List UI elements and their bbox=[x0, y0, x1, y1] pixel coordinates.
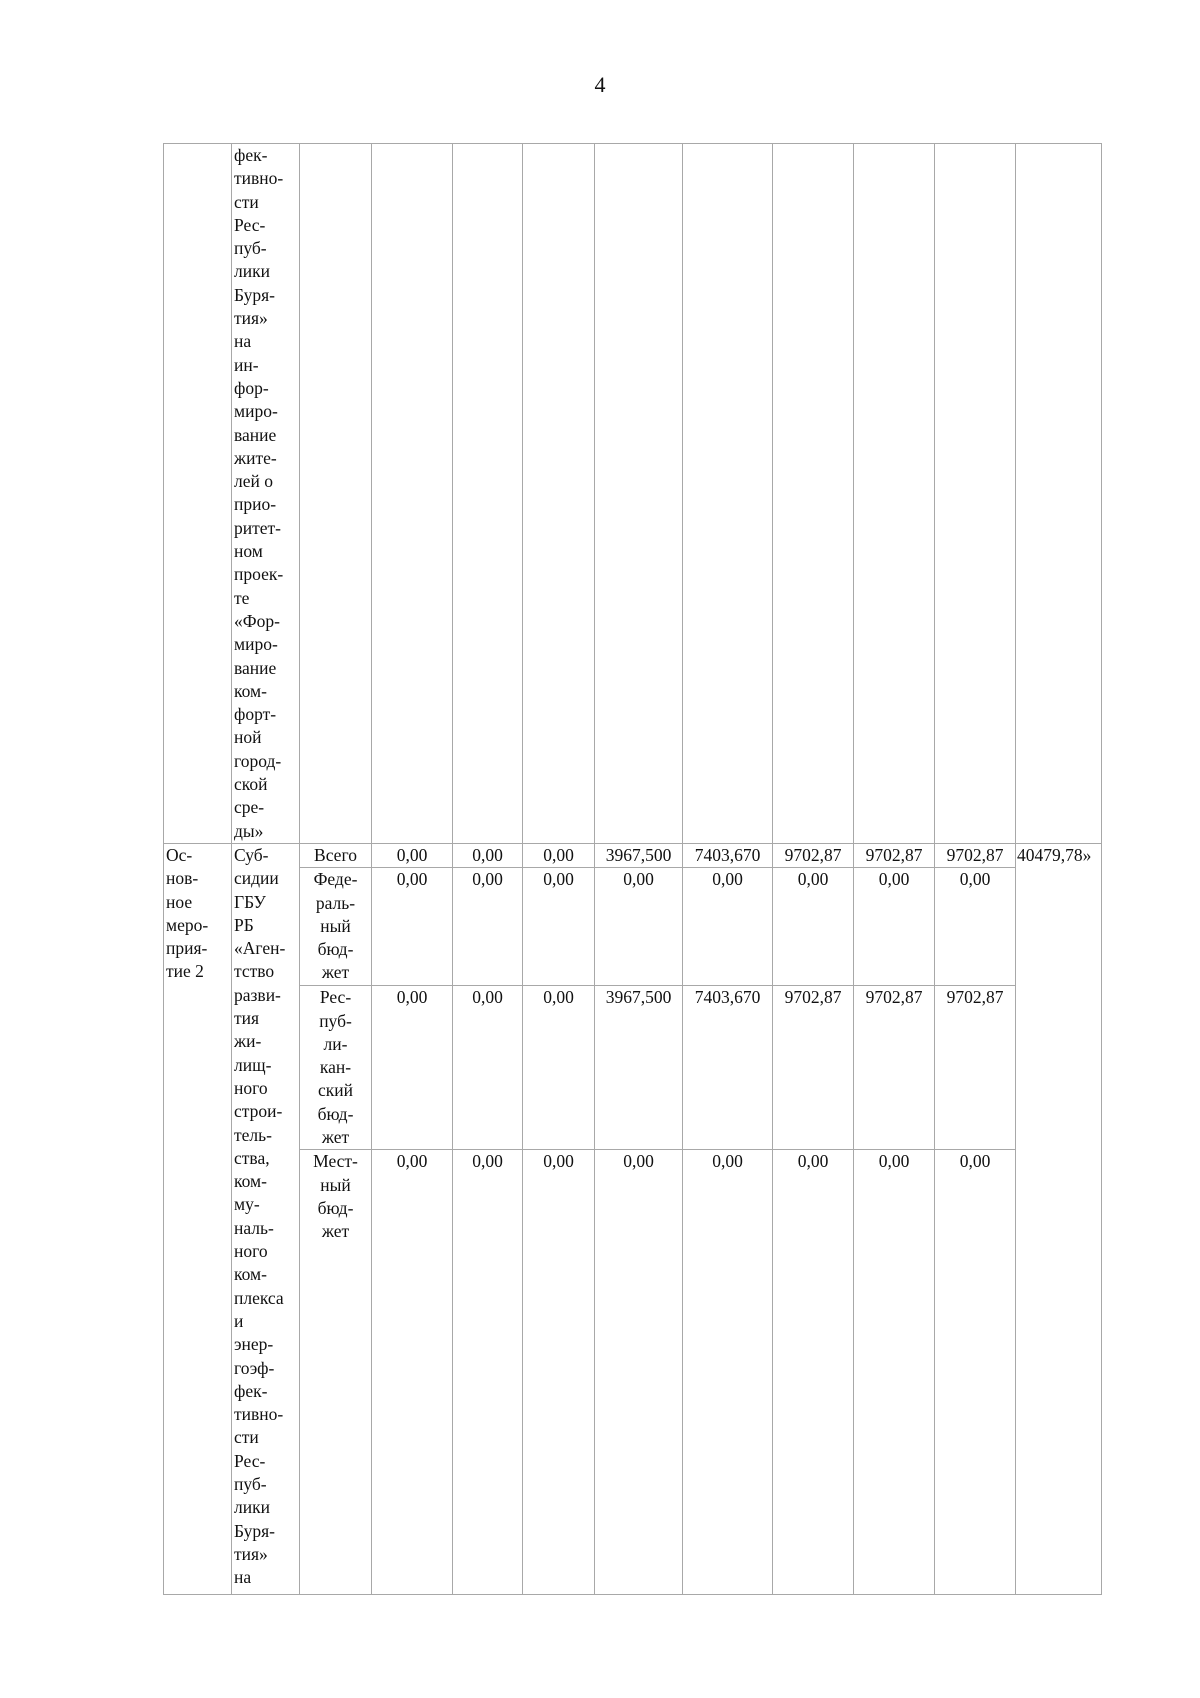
value-cell bbox=[683, 144, 773, 844]
value-cell: 0,00 bbox=[372, 868, 453, 986]
text-line: ской bbox=[234, 774, 268, 795]
text-line: сти bbox=[234, 191, 259, 212]
value-cell: 0,00 bbox=[453, 868, 523, 986]
text-line: вание bbox=[234, 424, 277, 445]
text-line: Рес- bbox=[234, 214, 266, 235]
text-line: город- bbox=[234, 750, 282, 771]
text-line: тия bbox=[234, 1008, 260, 1029]
funding-row-local bbox=[164, 1150, 1102, 1595]
text-line: Феде- bbox=[313, 869, 358, 890]
value-cell: 9702,87 bbox=[935, 844, 1016, 868]
value-cell bbox=[773, 144, 854, 844]
text-line: жет bbox=[321, 1221, 350, 1242]
text-line: наль- bbox=[234, 1217, 274, 1238]
funding-row-republican bbox=[164, 986, 1102, 1150]
text-line: лики bbox=[234, 261, 270, 282]
continued-description bbox=[234, 144, 297, 843]
text-line: миро- bbox=[234, 401, 278, 422]
value-cell bbox=[523, 144, 595, 844]
measure-description bbox=[234, 844, 297, 1590]
text-line: бюд- bbox=[317, 939, 354, 960]
source-label bbox=[302, 868, 369, 984]
value-cell bbox=[854, 144, 935, 844]
value-cell: 0,00 bbox=[773, 1150, 854, 1595]
value-cell: 0,00 bbox=[372, 1150, 453, 1595]
text-line: бюд- bbox=[317, 1197, 354, 1218]
source-label bbox=[302, 1150, 369, 1243]
text-line: прио- bbox=[234, 494, 277, 515]
value-cell: 0,00 bbox=[935, 1150, 1016, 1595]
text-line: жет bbox=[321, 962, 350, 983]
text-line: ном bbox=[234, 541, 263, 562]
value-cell: 7403,670 bbox=[683, 844, 773, 868]
text-line: форт- bbox=[234, 704, 277, 725]
value-cell: 0,00 bbox=[372, 986, 453, 1150]
continuation-row bbox=[164, 144, 1102, 844]
value-cell: 0,00 bbox=[523, 986, 595, 1150]
value-cell: 0,00 bbox=[854, 868, 935, 986]
text-line: тивно- bbox=[234, 1404, 284, 1425]
value-cell: 0,00 bbox=[854, 1150, 935, 1595]
text-line: ком- bbox=[234, 1264, 267, 1285]
text-line: те bbox=[234, 587, 250, 608]
measure-label bbox=[166, 844, 229, 984]
text-line: Буря- bbox=[234, 1520, 275, 1541]
value-cell: 0,00 bbox=[935, 868, 1016, 986]
text-line: и bbox=[234, 1310, 244, 1331]
text-line: Рес- bbox=[234, 1450, 266, 1471]
text-line: сре- bbox=[234, 797, 265, 818]
text-line: му- bbox=[234, 1194, 260, 1215]
text-line: ин- bbox=[234, 354, 259, 375]
measure-description-cell bbox=[232, 844, 300, 1595]
text-line: тивно- bbox=[234, 168, 284, 189]
value-cell: 0,00 bbox=[453, 986, 523, 1150]
value-cell: 3967,500 bbox=[595, 986, 683, 1150]
value-cell bbox=[935, 144, 1016, 844]
value-cell: 0,00 bbox=[595, 868, 683, 986]
measure-label-cell bbox=[164, 144, 232, 844]
source-cell bbox=[300, 986, 372, 1150]
text-line: плекса bbox=[234, 1287, 284, 1308]
text-line: пуб- bbox=[234, 238, 267, 259]
value-cell bbox=[453, 144, 523, 844]
text-line: бюд- bbox=[317, 1103, 354, 1124]
text-line: жи- bbox=[234, 1031, 262, 1052]
text-line: «Фор- bbox=[234, 610, 280, 631]
text-line: проек- bbox=[234, 564, 284, 585]
text-line: меро- bbox=[166, 914, 209, 935]
text-line: на bbox=[234, 1567, 252, 1588]
value-cell: 0,00 bbox=[372, 844, 453, 868]
text-line: сидии bbox=[234, 868, 279, 889]
text-line: Ос- bbox=[166, 845, 193, 865]
value-cell: 9702,87 bbox=[935, 986, 1016, 1150]
value-cell: 0,00 bbox=[523, 868, 595, 986]
measure-label-cell bbox=[164, 844, 232, 1595]
value-cell: 9702,87 bbox=[773, 844, 854, 868]
source-cell bbox=[300, 1150, 372, 1595]
text-line: тия» bbox=[234, 308, 268, 329]
source-label bbox=[302, 844, 369, 867]
funding-row-total bbox=[164, 844, 1102, 868]
text-line: фек- bbox=[234, 1380, 268, 1401]
value-cell bbox=[1016, 144, 1102, 844]
text-line: жите- bbox=[234, 447, 277, 468]
text-line: ГБУ bbox=[234, 891, 266, 912]
text-line: Всего bbox=[314, 845, 357, 865]
source-cell bbox=[300, 844, 372, 868]
text-line: РБ bbox=[234, 914, 254, 935]
text-line: ритет- bbox=[234, 517, 282, 538]
text-line: на bbox=[234, 331, 252, 352]
value-cell: 9702,87 bbox=[773, 986, 854, 1150]
value-cell: 0,00 bbox=[773, 868, 854, 986]
page-number: 4 bbox=[594, 72, 606, 97]
value-cell: 9702,87 bbox=[854, 844, 935, 868]
source-cell bbox=[300, 144, 372, 844]
text-line: ком- bbox=[234, 680, 267, 701]
text-line: разви- bbox=[234, 984, 281, 1005]
text-line: ды» bbox=[234, 820, 264, 841]
text-line: ного bbox=[234, 1077, 268, 1098]
value-cell: 0,00 bbox=[453, 844, 523, 868]
text-line: нов- bbox=[166, 868, 199, 889]
text-line: ства, bbox=[234, 1147, 270, 1168]
text-line: фек- bbox=[234, 145, 268, 165]
text-line: пуб- bbox=[319, 1010, 352, 1031]
text-line: сти bbox=[234, 1427, 259, 1448]
text-line: Рес- bbox=[319, 987, 352, 1008]
text-line: гоэф- bbox=[234, 1357, 275, 1378]
value-cell: 0,00 bbox=[595, 1150, 683, 1595]
value-cell: 0,00 bbox=[683, 1150, 773, 1595]
text-line: ный bbox=[320, 1174, 351, 1195]
continued-description-cell bbox=[232, 144, 300, 844]
value-cell: 3967,500 bbox=[595, 844, 683, 868]
text-line: тия» bbox=[234, 1543, 268, 1564]
value-cell bbox=[372, 144, 453, 844]
text-line: раль- bbox=[315, 892, 356, 913]
funding-row-federal bbox=[164, 868, 1102, 986]
value-cell: 7403,670 bbox=[683, 986, 773, 1150]
text-line: прия- bbox=[166, 938, 208, 959]
text-line: ский bbox=[318, 1080, 353, 1101]
value-cell: 0,00 bbox=[453, 1150, 523, 1595]
text-line: лики bbox=[234, 1497, 270, 1518]
text-line: тие 2 bbox=[166, 961, 204, 982]
value-cell: 0,00 bbox=[523, 844, 595, 868]
text-line: тель- bbox=[234, 1124, 272, 1145]
text-line: фор- bbox=[234, 377, 269, 398]
source-cell bbox=[300, 868, 372, 986]
value-cell: 0,00 bbox=[523, 1150, 595, 1595]
text-line: лищ- bbox=[234, 1054, 272, 1075]
text-line: ли- bbox=[323, 1033, 348, 1054]
text-line: ного bbox=[234, 1241, 268, 1262]
source-label bbox=[302, 986, 369, 1149]
text-line: Мест- bbox=[313, 1151, 358, 1172]
text-line: «Аген- bbox=[234, 938, 286, 959]
text-line: тство bbox=[234, 961, 275, 982]
text-line: энер- bbox=[234, 1334, 274, 1355]
text-line: ное bbox=[166, 891, 193, 912]
text-line: миро- bbox=[234, 634, 278, 655]
value-cell: 9702,87 bbox=[854, 986, 935, 1150]
text-line: вание bbox=[234, 657, 277, 678]
text-line: строи- bbox=[234, 1101, 283, 1122]
text-line: жет bbox=[321, 1127, 350, 1148]
text-line: Суб- bbox=[234, 845, 269, 865]
text-line: ный bbox=[320, 915, 351, 936]
text-line: лей о bbox=[234, 471, 273, 492]
text-line: Буря- bbox=[234, 284, 275, 305]
text-line: ной bbox=[234, 727, 262, 748]
text-line: кан- bbox=[319, 1057, 352, 1078]
text-line: ком- bbox=[234, 1171, 267, 1192]
value-cell: 0,00 bbox=[683, 868, 773, 986]
text-line: пуб- bbox=[234, 1474, 267, 1495]
grand-total-cell: 40479,78» bbox=[1016, 844, 1102, 1595]
funding-table bbox=[163, 143, 1102, 1595]
value-cell bbox=[595, 144, 683, 844]
